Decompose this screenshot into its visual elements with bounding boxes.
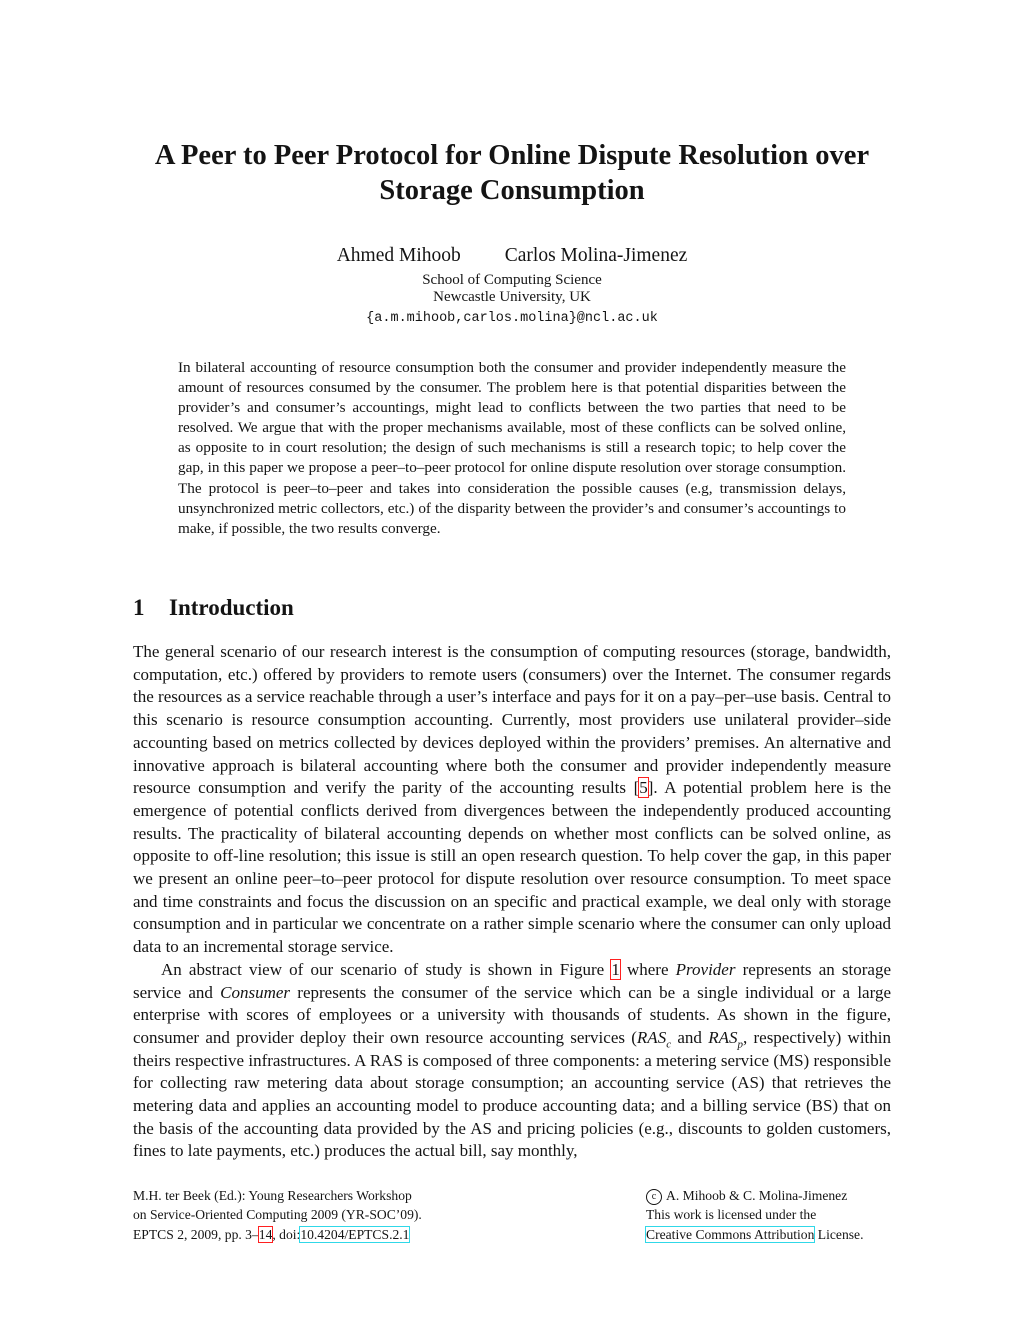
author-name: Carlos Molina-Jimenez [504,245,688,266]
body-text [133,641,891,1163]
affiliation [0,272,1024,305]
footer-line [133,1225,422,1244]
paragraph-text: represents an storage service and [133,959,891,1002]
page-range-link[interactable]: 14 [258,1226,273,1242]
doi-link[interactable]: 10.4204/EPTCS.2.1 [300,1226,410,1242]
footer-line [646,1225,863,1244]
footer-text: EPTCS 2, 2009, pp. 3– [133,1226,259,1242]
footer-text: A. Mihoob & C. Molina-Jimenez [666,1188,848,1203]
email-address: {a.m.mihoob,carlos.molina}@ncl.ac.uk [366,311,658,326]
affiliation-school: School of Computing Science [422,272,602,288]
affiliation-university: Newcastle University, UK [433,288,591,305]
footer-line [646,1186,863,1205]
paragraph-text: represents the consumer of the service which can be a single individual or a large enterprise with scores of employees or a university with thousands of students. As shown in the figure, consumer and provider deploy their own resource accounting services ( [133,982,891,1047]
footer-line: on Service-Oriented Computing 2009 (YR-SOC’09). [133,1207,422,1223]
license-link[interactable]: Creative Commons Attribution [646,1226,815,1242]
author-list [0,244,1024,268]
ras-provider [708,1027,743,1051]
term-consumer: Consumer [220,982,291,1002]
paragraph-text: ]. A potential problem here is the emergence of potential conflicts derived from divergences between the independently produced accounting results. The practicality of bilateral accounting depends on whether most conflicts can be solved online, as opposite to off-line resolution; this issue is still an open research question. To help cover the gap, in this paper we present an online peer–to–peer protocol for dispute resolution over resource consumption. To meet space and time constraints and focus the discussion on an specific and practical example, we deal only with storage consumption and in particular we concentrate on a rather simple scenario where the consumer can only upload data to an incremental storage service. [133,778,891,957]
section-number: 1 [133,595,145,620]
ras-symbol: RAS [636,1027,667,1047]
footer-license [646,1186,863,1244]
ras-symbol: RAS [708,1027,738,1047]
copyright-icon: c [646,1189,662,1205]
paragraph-text: An abstract view of our scenario of study is shown in Figure [161,959,612,979]
term-provider: Provider [675,959,736,979]
subscript-c: c [666,1038,672,1051]
paragraph-text: and [671,1027,709,1047]
section-heading [133,594,294,622]
footer-line: M.H. ter Beek (Ed.): Young Researchers Workshop [133,1188,412,1203]
subscript-p: p [737,1038,743,1051]
footer-line: This work is licensed under the [646,1207,817,1223]
section-title: Introduction [169,595,294,620]
ras-consumer [636,1027,672,1051]
footer-publication [133,1186,422,1244]
citation-link[interactable]: 5 [639,778,648,798]
abstract: In bilateral accounting of resource consumption both the consumer and provider independently measure the amount of resources consumed by the consumer. The problem here is that potential disparities between the provider’s and consumer’s accountings, might lead to conflicts between the two parties that need to be resolved. We argue that with the proper mechanisms available, most of these conflicts can be solved online, as opposite to in court resolution; the design of such mechanisms is still a research topic; to help cover the gap, in this paper we propose a peer–to–peer protocol for online dispute resolution over storage consumption. The protocol is peer–to–peer and takes into consideration the possible causes (e.g, transmission delays, unsynchronized metric collectors, etc.) of the disparity between the provider’s and consumer’s accountings to make, if possible, the two results converge. [178,359,846,537]
paragraph [133,959,891,1163]
paragraph [133,641,891,959]
figure-ref-link[interactable]: 1 [611,959,620,979]
paper-title: A Peer to Peer Protocol for Online Dispute Resolution over Storage Consumption [154,140,870,206]
author-name: Ahmed Mihoob [336,245,461,266]
paragraph-text: , respectively) within theirs respective infrastructures. A RAS is composed of three components: a metering service (MS) responsible for collecting raw metering data about storage consumption; an accounting service (AS) that retrieves the metering data and applies an accounting model to produce accounting data; and a billing service (BS) that on the basis of the accounting data provided by the AS and pricing policies (e.g., discounts to golden customers, fines to late payments, etc.) produces the actual bill, say monthly, [133,1027,891,1161]
footer-text: License. [814,1226,864,1242]
paragraph-text: where [619,959,676,979]
author-email [0,308,1024,328]
footer-text: , doi: [272,1226,301,1242]
paragraph-text: The general scenario of our research interest is the consumption of computing resources (storage, bandwidth, computation, etc.) offered by providers to remote users (consumers) over the Internet. The consumer regards the resources as a service reachable through a user’s interface and pays for it on a pay–per–use basis. Central to this scenario is resource consumption accounting. Currently, most providers use unilateral provider–side accounting based on metrics collected by devices deployed within the providers’ premises. An alternative and innovative approach is bilateral accounting where both the consumer and provider independently measure resource consumption and verify the parity of the accounting results [ [133,642,891,798]
